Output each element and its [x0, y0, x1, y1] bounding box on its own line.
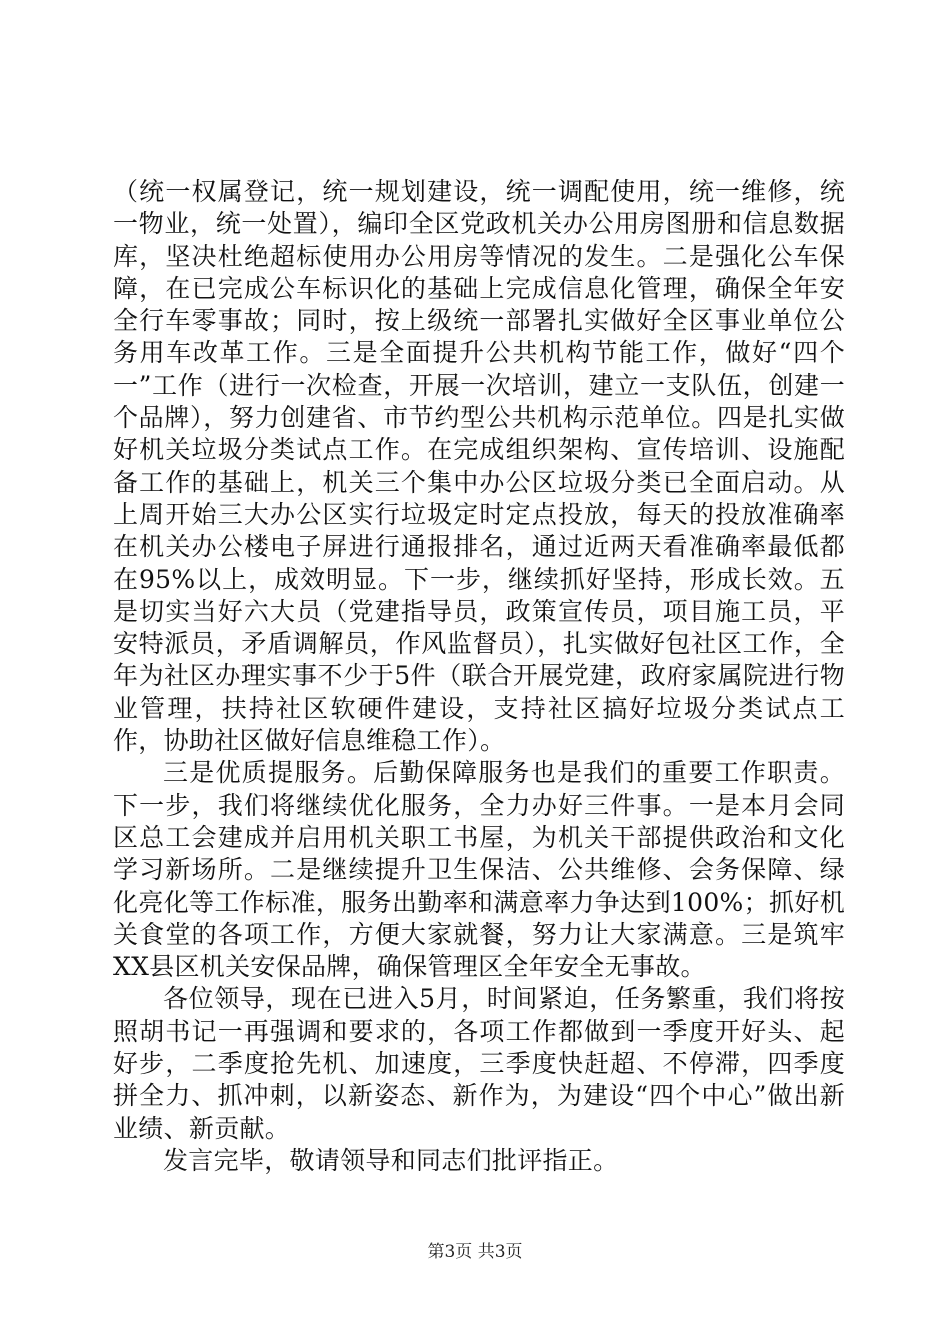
- document-body: [113, 176, 845, 1177]
- paragraph-closing-remark: 发言完毕，敬请领导和同志们批评指正。: [163, 1145, 619, 1175]
- paragraph-service-quality: 三是优质提服务。后勤保障服务也是我们的重要工作职责。下一步，我们将继续优化服务，全力办好三件事。一是本月会同区总工会建成并启用机关职工书屋，为机关干部提供政治和文化学习新场所。二是继续提升卫生保洁、公共维修、会务保障、绿化亮化等工作标准，服务出勤率和满意率力争达到100%；抓好机关食堂的各项工作，方便大家就餐，努力让大家满意。三是筑牢XX县区机关安保品牌，确保管理区全年安全无事故。: [113, 758, 845, 982]
- paragraph-office-vehicle-energy: （统一权属登记，统一规划建设，统一调配使用，统一维修，统一物业，统一处置），编印全区党政机关办公用房图册和信息数据库，坚决杜绝超标使用办公用房等情况的发生。二是强化公车保障，在已完成公车标识化的基础上完成信息化管理，确保全年安全行车零事故；同时，按上级统一部署扎实做好全区事业单位公务用车改革工作。三是全面提升公共机构节能工作，做好“四个一”工作（进行一次检查，开展一次培训，建立一支队伍，创建一个品牌），努力创建省、市节约型公共机构示范单位。四是扎实做好机关垃圾分类试点工作。在完成组织架构、宣传培训、设施配备工作的基础上，机关三个集中办公区垃圾分类已全面启动。从上周开始三大办公区实行垃圾定时定点投放，每天的投放准确率在机关办公楼电子屏进行通报排名，通过近两天看准确率最低都在95%以上，成效明显。下一步，继续抓好坚持，形成长效。五是切实当好六大员（党建指导员，政策宣传员，项目施工员，平安特派员，矛盾调解员，作风监督员），扎实做好包社区工作，全年为社区办理实事不少于5件（联合开展党建，政府家属院进行物业管理，扶持社区软硬件建设，支持社区搞好垃圾分类试点工作，协助社区做好信息维稳工作）。: [113, 177, 845, 756]
- page-number-footer: 第3页 共3页: [427, 1242, 523, 1262]
- paragraph-closing-commitment: 各位领导，现在已进入5月，时间紧迫，任务繁重，我们将按照胡书记一再强调和要求的，各项工作都做到一季度开好头、起好步，二季度抢先机、加速度，三季度快赶超、不停滞，四季度拼全力、抓冲刺，以新姿态、新作为，为建设“四个中心”做出新业绩、新贡献。: [113, 984, 845, 1143]
